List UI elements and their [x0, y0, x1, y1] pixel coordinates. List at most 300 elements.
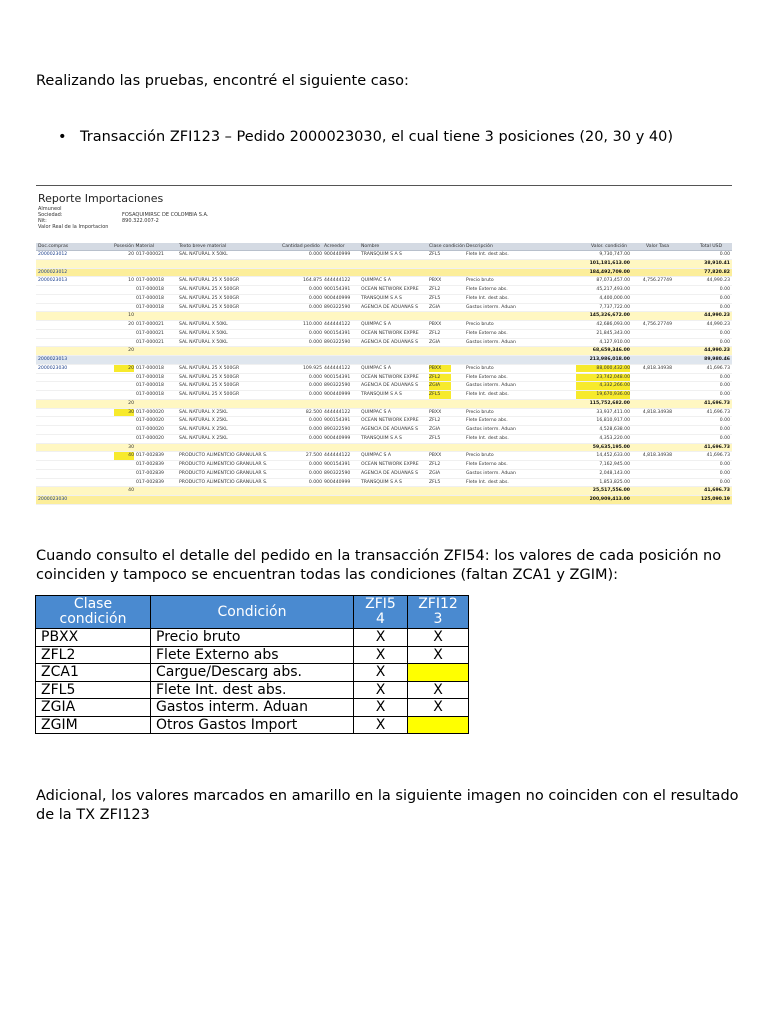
report-cell-usd: 0.00 [719, 383, 730, 389]
report-cell-usd: 0.00 [719, 462, 730, 467]
report-cell-qty: 0.000 [308, 470, 322, 476]
report-column-header: Clase condición [429, 244, 465, 249]
report-cell-mat: 017-000018 [136, 287, 164, 292]
report-row [36, 470, 732, 479]
comparison-cell-condicion: Flete Externo abs [151, 646, 354, 664]
report-cell-mat: 017-000018 [136, 374, 164, 380]
report-cell-usd: 44,990.23 [706, 322, 730, 327]
comparison-header-0 [36, 596, 151, 629]
comparison-table [35, 595, 469, 734]
report-cell-cls: PBXX [429, 453, 442, 459]
report-meta-value: FOSAQUIMIRSC DE COLOMBIA S.A. [122, 212, 209, 218]
report-cell-usd: 38,910.41 [704, 260, 730, 266]
comparison-cell-condicion: Otros Gastos Import [151, 716, 354, 734]
report-cell-txt: SAL NATURAL 25 X 500GR [179, 374, 240, 380]
report-cell-qty: 82.500 [305, 409, 322, 415]
report-cell-desc: Flete Int. dest abs. [466, 392, 509, 397]
comparison-row [36, 716, 469, 734]
report-row [36, 479, 732, 488]
comparison-cell-zfi123: X [408, 646, 469, 664]
report-cell-desc: Flete Int. dest abs. [466, 435, 509, 441]
report-subtotal-row [36, 269, 732, 278]
report-cell-cls: ZFL2 [429, 330, 441, 336]
report-cell-acr: 900154391 [324, 330, 351, 336]
comparison-header-line: ZFI12 [418, 596, 458, 612]
report-cell-nom: AGENCIA DE ADUANAS S [361, 383, 419, 389]
report-cell-val: 19,670,936.00 [576, 391, 630, 399]
report-cell-qty: 0.000 [308, 374, 322, 380]
report-cell-usd: 0.00 [719, 470, 730, 476]
report-cell-val: 14,452,633.00 [596, 453, 630, 459]
report-cell-nom: OCEAN NETWORK EXPRE [361, 287, 419, 292]
report-cell-usd: 0.00 [719, 304, 730, 310]
comparison-header-line: 3 [433, 611, 443, 627]
report-cell-pos: 10 [128, 278, 134, 284]
comparison-cell-zfi54: X [354, 681, 408, 699]
report-column-header: Descripción [466, 244, 493, 249]
report-cell-acr: 890322590 [324, 339, 351, 345]
comparison-cell-condicion: Precio bruto [151, 629, 354, 647]
report-cell-mat: 017-000018 [136, 383, 164, 389]
comparison-row [36, 646, 469, 664]
report-cell-usd: 44,990.23 [704, 313, 730, 319]
report-cell-qty: 0.000 [308, 427, 322, 432]
report-cell-val: 115,752,682.00 [589, 400, 630, 406]
comparison-header-line: 4 [376, 611, 385, 627]
report-cell-val: 59,635,195.00 [592, 444, 630, 450]
report-column-header: Valor. condición [591, 244, 628, 249]
report-cell-desc: Precio bruto [466, 453, 494, 459]
report-cell-usd: 0.00 [719, 374, 730, 380]
report-row [36, 365, 732, 374]
report-row [36, 286, 732, 295]
report-cell-acr: 890322590 [324, 304, 351, 310]
report-row [36, 461, 732, 470]
report-cell-txt: SAL NATURAL 25 X 500GR [179, 304, 240, 310]
report-cell-cls: ZFL2 [429, 462, 441, 467]
report-cell-usd: 44,990.23 [706, 278, 730, 284]
report-cell-val: 7,737,722.00 [599, 304, 630, 310]
report-subtotal-row [36, 312, 732, 321]
report-cell-acr: 900440999 [324, 435, 351, 441]
report-cell-desc: Precio bruto [466, 278, 494, 284]
comparison-cell-condicion: Gastos interm. Aduan [151, 699, 354, 717]
report-cell-mat: 017-002839 [136, 462, 164, 467]
report-cell-txt: SAL NATURAL X 50KL [179, 252, 228, 257]
report-cell-nom: AGENCIA DE ADUANAS S [361, 339, 419, 345]
report-cell-val: 1,853,825.00 [599, 479, 630, 485]
report-cell-qty: 0.000 [308, 435, 322, 441]
report-cell-val: 4,353,220.00 [599, 435, 630, 441]
report-cell-acr: 444444122 [324, 453, 351, 459]
report-cell-nom: QUIMPAC S A [361, 365, 392, 371]
report-cell-txt: SAL NATURAL X 50KL [179, 330, 228, 336]
report-cell-qty: 0.000 [308, 479, 322, 485]
report-cell-pos: 30 [114, 409, 134, 417]
report-cell-acr: 900154391 [324, 374, 351, 380]
report-cell-val: 4,400,000.00 [599, 295, 630, 301]
report-cell-tasa: 4,818.34938 [642, 453, 672, 459]
report-cell-pos: 20 [128, 400, 134, 406]
report-cell-mat: 017-002839 [136, 470, 164, 476]
report-cell-val: 21,845,343.00 [596, 330, 630, 336]
report-cell-pos: 20 [128, 252, 134, 257]
report-cell-val: 23,742,048.00 [576, 374, 630, 382]
report-cell-nom: QUIMPAC S A [361, 409, 392, 415]
report-header-bar [36, 243, 732, 251]
report-cell-doc[interactable]: 2000023013 [38, 357, 68, 362]
report-cell-qty: 0.000 [308, 339, 322, 345]
comparison-cell-zfi123: X [408, 699, 469, 717]
report-cell-acr: 900154391 [324, 462, 351, 467]
report-cell-qty: 0.000 [308, 418, 322, 424]
report-row [36, 409, 732, 418]
comparison-cell-zfi54: X [354, 664, 408, 682]
report-cell-nom: OCEAN NETWORK EXPRE [361, 462, 419, 467]
report-cell-desc: Gastos interm. Aduan [466, 304, 516, 310]
comparison-cell-zfi123: X [408, 681, 469, 699]
report-cell-mat: 017-000020 [136, 435, 164, 441]
report-row [36, 251, 732, 260]
comparison-cell-zfi54: X [354, 629, 408, 647]
report-cell-val: 200,909,413.00 [589, 497, 630, 502]
report-cell-txt: SAL NATURAL X 25KL [179, 418, 228, 424]
comparison-cell-clase: ZGIA [36, 699, 151, 717]
report-subtotal-row [36, 260, 732, 269]
report-row [36, 452, 732, 461]
report-cell-mat: 017-000021 [136, 322, 164, 327]
report-cell-val: 88,000,432.00 [576, 365, 630, 373]
report-cell-cls: PBXX [429, 409, 442, 415]
report-cell-nom: TRANSQUIM S A S [361, 479, 402, 485]
comparison-header-line: ZFI5 [365, 596, 396, 612]
report-cell-usd: 0.00 [719, 435, 730, 441]
report-cell-val: 87,073,457.00 [596, 278, 630, 284]
report-cell-acr: 900440999 [324, 479, 351, 485]
report-cell-pos: 10 [128, 313, 134, 319]
report-cell-acr: 444444122 [324, 278, 351, 284]
report-cell-nom: TRANSQUIM S A S [361, 392, 402, 397]
extra-paragraph: Adicional, los valores marcados en amarillo en la siguiente imagen no coinciden con el resultado de la TX ZFI123 [36, 788, 739, 823]
bullet-text: Transacción ZFI123 – Pedido 2000023030, el cual tiene 3 posiciones (20, 30 y 40) [80, 129, 673, 145]
report-cell-mat: 017-000021 [136, 339, 164, 345]
report-cell-desc: Gastos interm. Aduan [466, 470, 516, 476]
report-cell-cls: ZGIA [429, 339, 441, 345]
report-cell-pos: 20 [114, 365, 134, 373]
report-cell-mat: 017-002839 [136, 453, 164, 459]
report-row [36, 295, 732, 304]
report-cell-qty: 0.000 [308, 304, 322, 310]
report-cell-val: 101,181,613.00 [589, 260, 630, 266]
report-cell-acr: 444444122 [324, 322, 351, 327]
report-cell-val: 4,127,910.00 [599, 339, 630, 345]
report-meta-value: 890.322.007-2 [122, 218, 159, 224]
report-cell-cls: ZGIA [429, 427, 441, 432]
report-column-header: Valor Tasa [646, 244, 670, 249]
report-cell-val: 68,659,346.00 [592, 348, 630, 354]
report-cell-val: 213,986,018.00 [589, 357, 630, 362]
report-cell-nom: OCEAN NETWORK EXPRE [361, 330, 419, 336]
report-cell-desc: Precio bruto [466, 365, 494, 371]
comparison-cell-zfi123: X [408, 629, 469, 647]
report-cell-desc: Gastos interm. Aduan [466, 383, 516, 389]
report-cell-usd: 77,820.82 [704, 269, 730, 275]
comparison-row [36, 629, 469, 647]
report-cell-usd: 0.00 [719, 392, 730, 397]
comparison-header-3 [408, 596, 469, 629]
report-subtotal-row [36, 444, 732, 453]
report-cell-val: 9,730,747.00 [599, 252, 630, 257]
report-row [36, 304, 732, 313]
detail-paragraph: Cuando consulto el detalle del pedido en la transacción ZFI54: los valores de cada posición no coinciden y tampoco se encuentran todas las condiciones (faltan ZCA1 y ZGIM): [36, 548, 722, 583]
report-cell-nom: QUIMPAC S A [361, 453, 392, 459]
comparison-cell-zfi123 [408, 664, 469, 682]
report-cell-acr: 900154391 [324, 418, 351, 424]
report-cell-mat: 017-000018 [136, 365, 164, 371]
report-cell-desc: Flete Externo abs. [466, 287, 508, 292]
report-cell-mat: 017-002839 [136, 479, 164, 485]
report-cell-usd: 41,696.73 [706, 409, 730, 415]
report-cell-tasa: 4,818.34938 [642, 409, 672, 415]
report-cell-val: 4,332,266.00 [576, 382, 630, 390]
comparison-cell-zfi123 [408, 716, 469, 734]
report-cell-nom: TRANSQUIM S A S [361, 435, 402, 441]
report-cell-desc: Precio bruto [466, 322, 494, 327]
comparison-cell-clase: ZCA1 [36, 664, 151, 682]
report-cell-txt: SAL NATURAL X 50KL [179, 339, 228, 345]
report-cell-doc[interactable]: 2000023030 [38, 497, 68, 502]
report-cell-acr: 890322590 [324, 383, 351, 389]
report-cell-desc: Flete Externo abs. [466, 374, 508, 380]
report-row [36, 374, 732, 383]
comparison-row [36, 664, 469, 682]
report-cell-pos: 20 [128, 322, 134, 327]
comparison-cell-zfi54: X [354, 716, 408, 734]
report-cell-val: 145,326,672.00 [589, 313, 630, 319]
report-cell-val: 33,937,411.00 [596, 409, 630, 415]
comparison-header-2 [354, 596, 408, 629]
report-title: Reporte Importaciones [38, 192, 164, 205]
report-cell-cls: ZFL2 [429, 418, 441, 424]
report-cell-txt: PRODUCTO ALIMENTCIO GRANULAR S. [179, 479, 268, 485]
report-cell-qty: 0.000 [308, 330, 322, 336]
report-column-header: Cantidad pedido [282, 244, 320, 249]
report-cell-nom: OCEAN NETWORK EXPRE [361, 418, 419, 424]
report-subtotal-row [36, 496, 732, 505]
comparison-cell-zfi54: X [354, 646, 408, 664]
report-cell-usd: 125,090.19 [700, 497, 730, 502]
report-cell-mat: 017-000021 [136, 330, 164, 336]
report-cell-cls: ZFL5 [429, 295, 441, 301]
report-cell-pos: 40 [128, 488, 134, 494]
report-meta-label: Almuneol [38, 206, 62, 212]
report-cell-tasa: 4,756.27749 [642, 278, 672, 284]
report-column-header: Posesión Material [114, 244, 155, 249]
report-cell-nom: AGENCIA DE ADUANAS S [361, 304, 419, 310]
report-cell-txt: SAL NATURAL 25 X 500GR [179, 278, 240, 284]
report-cell-tasa: 4,756.27749 [642, 322, 672, 327]
report-subtotal-row [36, 487, 732, 496]
comparison-cell-condicion: Cargue/Descarg abs. [151, 664, 354, 682]
report-cell-acr: 890322590 [324, 427, 351, 432]
report-cell-txt: PRODUCTO ALIMENTCIO GRANULAR S. [179, 470, 268, 476]
intro-paragraph: Realizando las pruebas, encontré el siguiente caso: [36, 73, 409, 89]
report-cell-mat: 017-000020 [136, 418, 164, 424]
report-subtotal-row [36, 400, 732, 409]
report-cell-desc: Flete Int. dest abs. [466, 295, 509, 301]
report-cell-cls: ZFL2 [429, 287, 441, 292]
report-cell-cls: ZFL5 [429, 435, 441, 441]
report-cell-val: 45,217,493.00 [596, 287, 630, 292]
report-cell-qty: 0.000 [308, 287, 322, 292]
report-cell-pos: 30 [128, 444, 134, 450]
report-cell-val: 16,810,917.00 [596, 418, 630, 424]
report-meta-label: Sociedad: [38, 212, 63, 218]
comparison-cell-condicion: Flete Int. dest abs. [151, 681, 354, 699]
report-cell-txt: SAL NATURAL X 25KL [179, 435, 228, 441]
comparison-row [36, 699, 469, 717]
report-row [36, 330, 732, 339]
report-cell-txt: SAL NATURAL X 25KL [179, 409, 228, 415]
report-cell-desc: Flete Externo abs. [466, 462, 508, 467]
report-cell-mat: 017-000021 [136, 252, 164, 257]
report-cell-desc: Precio bruto [466, 409, 494, 415]
report-cell-mat: 017-000018 [136, 304, 164, 310]
report-cell-qty: 27.500 [305, 453, 322, 459]
report-cell-usd: 41,696.73 [704, 488, 730, 494]
report-cell-pos: 40 [114, 452, 134, 460]
report-cell-val: 42,686,093.00 [596, 322, 630, 327]
report-cell-nom: QUIMPAC S A [361, 322, 392, 327]
report-cell-val: 184,492,709.00 [589, 269, 630, 275]
report-cell-cls: ZFL2 [429, 374, 451, 382]
report-cell-desc: Flete Externo abs. [466, 330, 508, 336]
bullet-dot: • [58, 129, 67, 145]
comparison-header-row [36, 596, 469, 629]
comparison-cell-clase: ZGIM [36, 716, 151, 734]
report-cell-txt: PRODUCTO ALIMENTCIO GRANULAR S. [179, 462, 268, 467]
report-cell-doc[interactable]: 2000023012 [38, 252, 68, 257]
comparison-header-1 [151, 596, 354, 629]
report-cell-cls: ZGIA [429, 304, 441, 310]
report-cell-usd: 0.00 [719, 427, 730, 432]
report-row [36, 417, 732, 426]
report-cell-cls: PBXX [429, 278, 442, 284]
report-cell-nom: AGENCIA DE ADUANAS S [361, 470, 419, 476]
sap-report-screenshot [36, 185, 732, 511]
report-cell-cls: PBXX [429, 365, 451, 373]
report-cell-pos: 20 [128, 348, 134, 354]
comparison-header-line: condición [59, 611, 127, 627]
report-cell-cls: ZFL5 [429, 391, 451, 399]
report-cell-nom: TRANSQUIM S A S [361, 295, 402, 301]
comparison-header-line: Condición [217, 603, 287, 620]
report-cell-nom: AGENCIA DE ADUANAS S [361, 427, 419, 432]
report-cell-doc[interactable]: 2000023012 [38, 269, 68, 275]
report-cell-usd: 41,696.73 [706, 453, 730, 459]
report-cell-qty: 110.000 [303, 322, 322, 327]
report-row [36, 426, 732, 435]
report-column-header: Total USD [700, 244, 723, 249]
report-cell-cls: PBXX [429, 322, 442, 327]
comparison-cell-zfi54: X [354, 699, 408, 717]
report-cell-acr: 890322590 [324, 470, 351, 476]
report-cell-desc: Gastos interm. Aduan [466, 339, 516, 345]
report-cell-txt: PRODUCTO ALIMENTCIO GRANULAR S. [179, 453, 268, 459]
report-cell-cls: ZFL5 [429, 479, 441, 485]
report-cell-nom: QUIMPAC S A [361, 278, 392, 284]
report-cell-qty: 0.000 [308, 383, 322, 389]
report-cell-mat: 017-000018 [136, 278, 164, 284]
report-cell-acr: 444444122 [324, 409, 351, 415]
comparison-cell-clase: ZFL2 [36, 646, 151, 664]
report-cell-val: 4,528,638.00 [599, 427, 630, 432]
report-cell-qty: 164.875 [303, 278, 322, 284]
report-cell-desc: Gastos interm. Aduan [466, 427, 516, 432]
report-cell-mat: 017-000018 [136, 392, 164, 397]
report-cell-cls: ZFL5 [429, 252, 441, 257]
comparison-row [36, 681, 469, 699]
report-cell-tasa: 4,818.34938 [642, 365, 672, 371]
report-cell-nom: OCEAN NETWORK EXPRE [361, 374, 419, 380]
report-cell-txt: SAL NATURAL X 25KL [179, 427, 228, 432]
report-cell-cls: ZGIA [429, 470, 441, 476]
report-cell-qty: 0.000 [308, 252, 322, 257]
report-column-header: Nombre [361, 244, 380, 249]
report-cell-txt: SAL NATURAL 25 X 500GR [179, 287, 240, 292]
report-subtotal-row [36, 347, 732, 356]
comparison-cell-clase: ZFL5 [36, 681, 151, 699]
report-cell-usd: 0.00 [719, 339, 730, 345]
report-row [36, 382, 732, 391]
report-cell-doc[interactable]: 2000023030 [38, 365, 68, 371]
comparison-cell-clase: PBXX [36, 629, 151, 647]
report-row [36, 277, 732, 286]
report-cell-usd: 0.00 [719, 330, 730, 336]
report-rows [36, 251, 732, 505]
report-cell-txt: SAL NATURAL 25 X 500GR [179, 392, 240, 397]
report-meta-label: Valor Real de la Importacion [38, 224, 109, 230]
report-meta-label: Nit: [38, 218, 47, 224]
report-row [36, 435, 732, 444]
report-cell-usd: 89,980.46 [704, 357, 730, 362]
report-row [36, 321, 732, 330]
report-subtotal-row [36, 356, 732, 365]
report-cell-cls: ZGIA [429, 382, 451, 390]
report-cell-mat: 017-000020 [136, 427, 164, 432]
report-cell-usd: 0.00 [719, 295, 730, 301]
report-cell-acr: 900154391 [324, 287, 351, 292]
report-cell-acr: 444444122 [324, 365, 351, 371]
report-cell-usd: 41,696.73 [704, 444, 730, 450]
report-cell-usd: 41,696.73 [704, 400, 730, 406]
report-cell-mat: 017-000018 [136, 295, 164, 301]
report-cell-qty: 0.000 [308, 462, 322, 467]
report-cell-txt: SAL NATURAL 25 X 500GR [179, 295, 240, 301]
report-cell-qty: 0.000 [308, 392, 322, 397]
report-cell-doc[interactable]: 2000023013 [38, 278, 68, 284]
report-cell-val: 7,162,945.00 [599, 462, 630, 467]
report-column-header: Doc.compras [38, 244, 69, 249]
report-cell-acr: 900440999 [324, 252, 351, 257]
report-cell-txt: SAL NATURAL 25 X 500GR [179, 365, 240, 371]
report-cell-mat: 017-000020 [136, 409, 164, 415]
report-cell-desc: Flete Int. dest abs. [466, 479, 509, 485]
report-cell-usd: 0.00 [719, 287, 730, 292]
report-column-header: Acreedor [324, 244, 345, 249]
report-cell-qty: 109.925 [303, 365, 322, 371]
report-cell-nom: TRANSQUIM S A S [361, 252, 402, 257]
